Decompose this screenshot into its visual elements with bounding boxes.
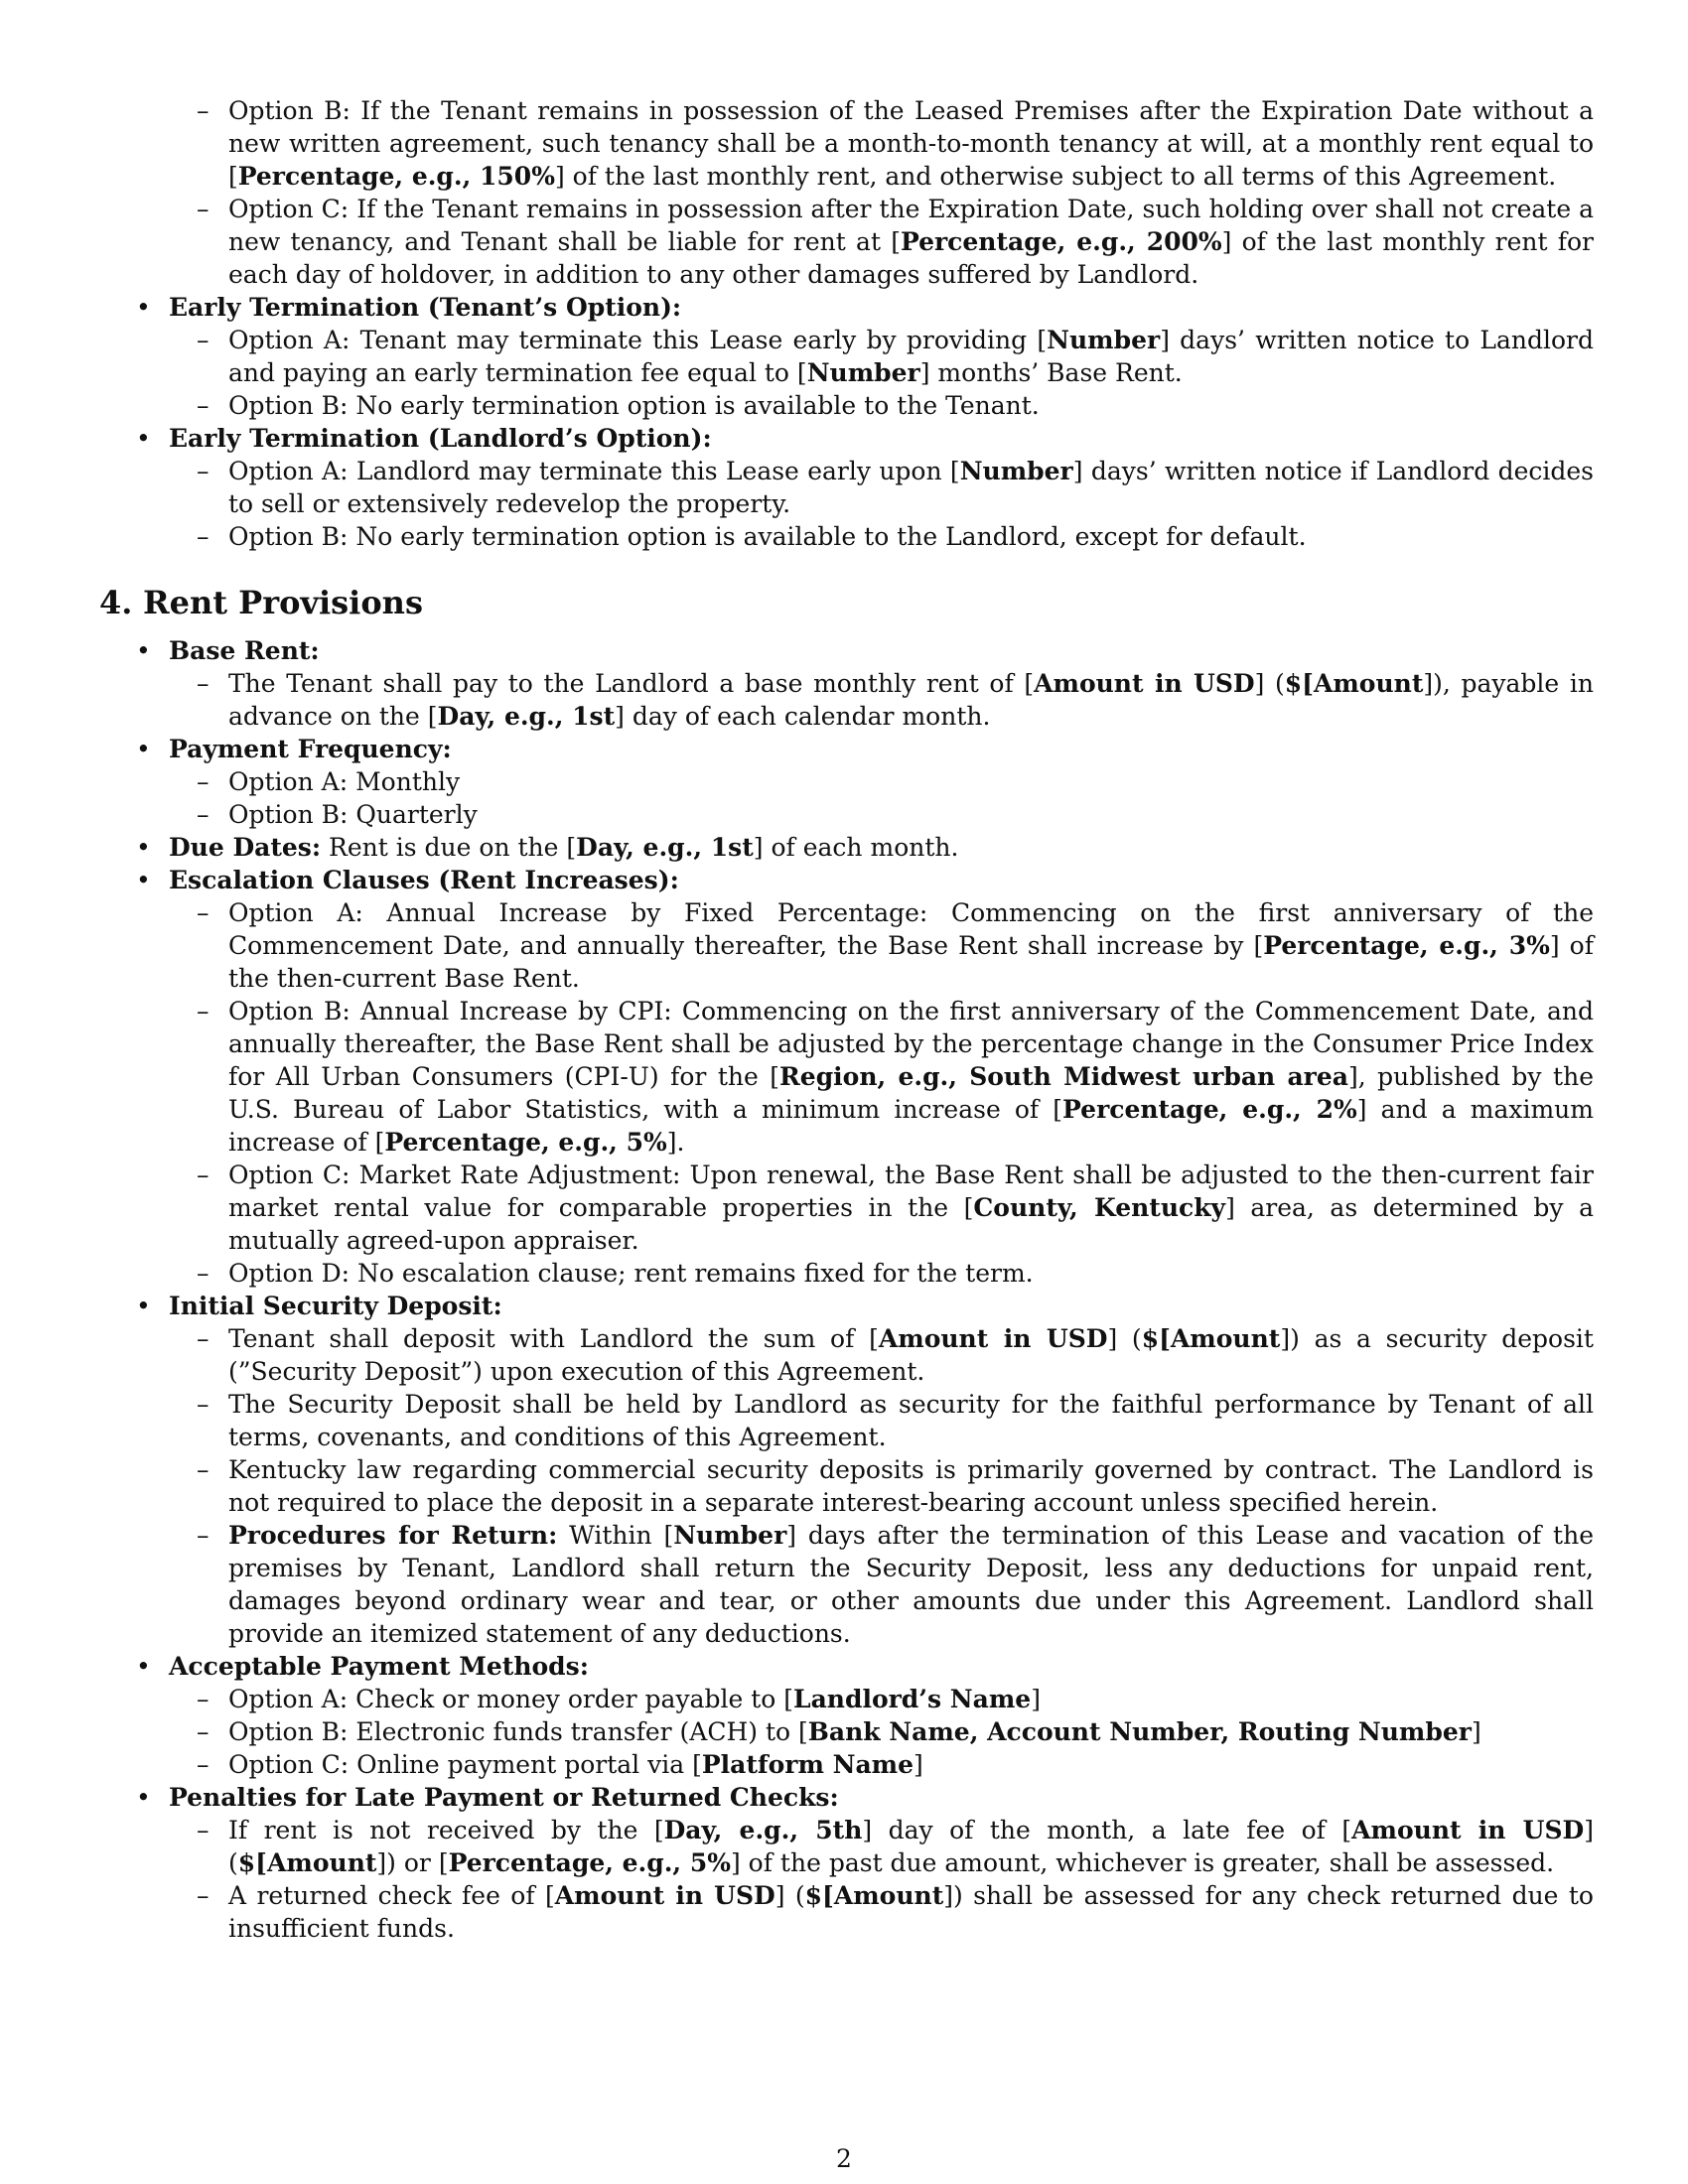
escalation-option-d: – Option D: No escalation clause; rent remains fixed for the term. (99, 1257, 1594, 1290)
payment-frequency-heading: • Payment Frequency: (99, 733, 1594, 765)
payment-methods-heading: • Acceptable Payment Methods: (99, 1650, 1594, 1683)
escalation-option-b: – Option B: Annual Increase by CPI: Commencing on the first anniversary of the Commencement Date, and annually thereafter, the Base Rent shall be adjusted by the percentage change in the Consumer Price Index for All Urban Consumers (CPI-U) for the [Region, e.g., South Midwest urban area], published by the U.S. Bureau of Labor Statistics, with a minimum increase of [Percentage, e.g., 2%] and a maximum increase of [Percentage, e.g., 5%]. (99, 995, 1594, 1159)
security-deposit-held: – The Security Deposit shall be held by Landlord as security for the faithful performance by Tenant of all terms, covenants, and conditions of this Agreement. (99, 1388, 1594, 1453)
early-termination-landlord: • Early Termination (Landlord’s Option): (99, 422, 1594, 455)
early-termination-tenant-option-b: – Option B: No early termination option is available to the Tenant. (99, 389, 1594, 422)
late-fee-clause: – If rent is not received by the [Day, e.g., 5th] day of the month, a late fee of [Amount in USD] ($[Amount]) or [Percentage, e.g., 5%] of the past due amount, whichever is greater, shall be assessed. (99, 1814, 1594, 1879)
base-rent-clause: – The Tenant shall pay to the Landlord a base monthly rent of [Amount in USD] ($[Amount]), payable in advance on the [Day, e.g., 1st] day of each calendar month. (99, 667, 1594, 733)
security-deposit-heading: • Initial Security Deposit: (99, 1290, 1594, 1322)
payment-method-option-c: – Option C: Online payment portal via [Platform Name] (99, 1748, 1594, 1781)
holdover-options-list (99, 94, 1594, 291)
early-termination-tenant-option-a: – Option A: Tenant may terminate this Lease early by providing [Number] days’ written notice to Landlord and paying an early termination fee equal to [Number] months’ Base Rent. (99, 324, 1594, 389)
rent-provisions-list (99, 634, 1594, 1945)
escalation-heading: • Escalation Clauses (Rent Increases): (99, 864, 1594, 896)
section-title: Rent Provisions (143, 584, 423, 621)
escalation-option-a: – Option A: Annual Increase by Fixed Percentage: Commencing on the first anniversary of the Commencement Date, and annually thereafter, the Base Rent shall increase by [Percentage, e.g., 3%] of the then-current Base Rent. (99, 896, 1594, 995)
payment-method-option-a: – Option A: Check or money order payable to [Landlord’s Name] (99, 1683, 1594, 1715)
early-termination-tenant: • Early Termination (Tenant’s Option): (99, 291, 1594, 324)
returned-check-fee-clause: – A returned check fee of [Amount in USD] ($[Amount]) shall be assessed for any check returned due to insufficient funds. (99, 1879, 1594, 1945)
security-deposit-return: – Procedures for Return: Within [Number] days after the termination of this Lease and vacation of the premises by Tenant, Landlord shall return the Security Deposit, less any deductions for unpaid rent, damages beyond ordinary wear and tear, or other amounts due under this Agreement. Landlord shall provide an itemized statement of any deductions. (99, 1519, 1594, 1650)
holdover-option-c: – Option C: If the Tenant remains in possession after the Expiration Date, such holding over shall not create a new tenancy, and Tenant shall be liable for rent at [Percentage, e.g., 200%] of the last monthly rent for each day of holdover, in addition to any other damages suffered by Landlord. (99, 193, 1594, 291)
section-heading-rent-provisions (99, 583, 1594, 622)
escalation-option-c: – Option C: Market Rate Adjustment: Upon renewal, the Base Rent shall be adjusted to the then-current fair market rental value for comparable properties in the [County, Kentucky] area, as determined by a mutually agreed-upon appraiser. (99, 1159, 1594, 1257)
security-deposit-amount: – Tenant shall deposit with Landlord the sum of [Amount in USD] ($[Amount]) as a security deposit (”Security Deposit”) upon execution of this Agreement. (99, 1322, 1594, 1388)
section-number: 4. (99, 584, 133, 621)
page-number: 2 (836, 2144, 852, 2173)
payment-frequency-option-a: – Option A: Monthly (99, 765, 1594, 798)
payment-frequency-option-b: – Option B: Quarterly (99, 798, 1594, 831)
due-dates: • Due Dates: Rent is due on the [Day, e.g., 1st] of each month. (99, 831, 1594, 864)
document-body (99, 94, 1594, 1945)
early-termination-landlord-option-a: – Option A: Landlord may terminate this Lease early upon [Number] days’ written notice if Landlord decides to sell or extensively redevelop the property. (99, 455, 1594, 520)
termination-list (99, 291, 1594, 553)
payment-method-option-b: – Option B: Electronic funds transfer (ACH) to [Bank Name, Account Number, Routing Number] (99, 1715, 1594, 1748)
holdover-option-b: – Option B: If the Tenant remains in possession of the Leased Premises after the Expiration Date without a new written agreement, such tenancy shall be a month-to-month tenancy at will, at a monthly rent equal to [Percentage, e.g., 150%] of the last monthly rent, and otherwise subject to all terms of this Agreement. (99, 94, 1594, 193)
security-deposit-kentucky-law: – Kentucky law regarding commercial security deposits is primarily governed by contract. The Landlord is not required to place the deposit in a separate interest-bearing account unless specified herein. (99, 1453, 1594, 1519)
early-termination-landlord-option-b: – Option B: No early termination option is available to the Landlord, except for default. (99, 520, 1594, 553)
penalties-heading: • Penalties for Late Payment or Returned Checks: (99, 1781, 1594, 1814)
base-rent-heading: • Base Rent: (99, 634, 1594, 667)
